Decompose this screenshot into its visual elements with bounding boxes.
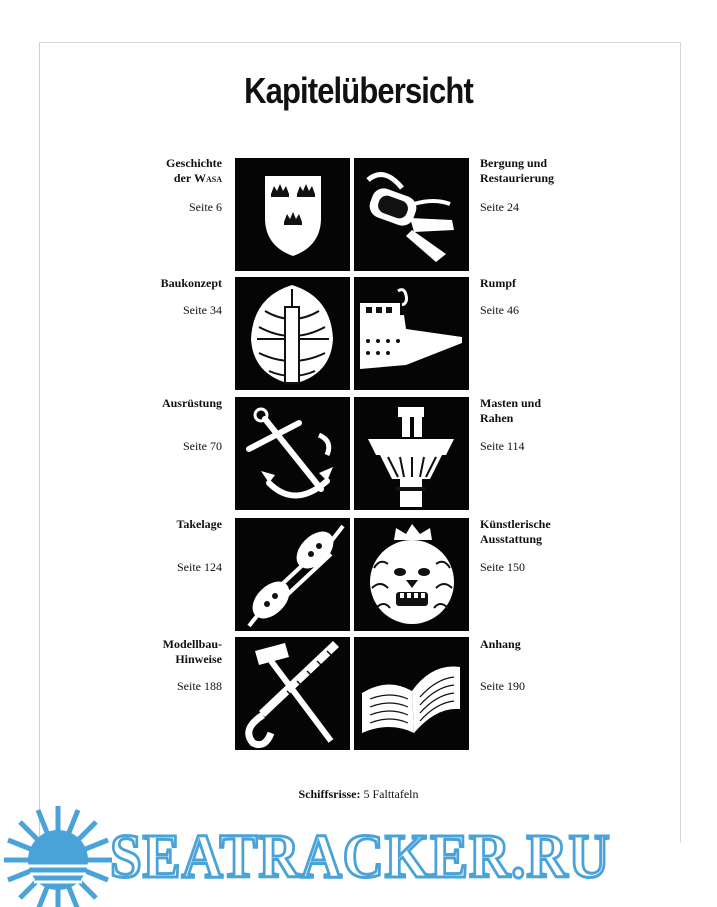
chapter-tile-takelage[interactable]	[235, 518, 350, 631]
chapter-page-ausruestung: Seite 70	[183, 439, 222, 453]
chapter-page-modellbau: Seite 188	[177, 679, 222, 693]
rigging-block-icon	[235, 518, 350, 631]
chapter-page-geschichte: Seite 6	[189, 200, 222, 214]
mast-top-icon	[354, 397, 469, 510]
three-crowns-shield-icon	[235, 158, 350, 271]
chapter-tile-rumpf[interactable]	[354, 277, 469, 390]
chapter-page-rumpf: Seite 46	[480, 303, 519, 317]
chapter-label-geschichte[interactable]: Geschichte der Wasa	[166, 156, 222, 185]
chapter-page-masten: Seite 114	[480, 439, 525, 453]
chapter-page-anhang: Seite 190	[480, 679, 525, 693]
chapter-tile-anhang[interactable]	[354, 637, 469, 750]
diving-mask-fins-icon	[354, 158, 469, 271]
chapter-page-takelage: Seite 124	[177, 560, 222, 574]
chapter-tile-baukonzept[interactable]	[235, 277, 350, 390]
lion-head-icon	[354, 518, 469, 631]
chapter-page-baukonzept: Seite 34	[183, 303, 222, 317]
tools-icon	[235, 637, 350, 750]
hull-frame-icon	[235, 277, 350, 390]
chapter-label-masten[interactable]: Masten und Rahen	[480, 396, 542, 425]
chapter-tile-masten[interactable]	[354, 397, 469, 510]
chapter-tile-bergung[interactable]	[354, 158, 469, 271]
foldout-note: Schiffsrisse: 5 Falttafeln	[298, 787, 419, 801]
chapter-tile-ausruestung[interactable]	[235, 397, 350, 510]
chapter-label-kuenstlerische[interactable]: Künstlerische Ausstattung	[480, 517, 551, 546]
chapter-label-takelage[interactable]: Takelage	[176, 517, 222, 531]
anchor-icon	[235, 397, 350, 510]
chapter-label-baukonzept[interactable]: Baukonzept	[160, 276, 222, 290]
page-title: Kapitelübersicht	[244, 70, 473, 111]
watermark-text: SEATRACKER.RU	[110, 823, 611, 891]
chapter-label-rumpf[interactable]: Rumpf	[480, 276, 517, 290]
chapter-label-ausruestung[interactable]: Ausrüstung	[161, 396, 222, 410]
ship-hull-icon	[354, 277, 469, 390]
chapter-page-kuenstlerische: Seite 150	[480, 560, 525, 574]
chapter-label-anhang[interactable]: Anhang	[480, 637, 521, 651]
chapter-page-bergung: Seite 24	[480, 200, 519, 214]
chapter-tile-geschichte[interactable]	[235, 158, 350, 271]
open-book-icon	[354, 637, 469, 750]
chapter-tile-kuenstlerische[interactable]	[354, 518, 469, 631]
chapter-tile-modellbau[interactable]	[235, 637, 350, 750]
chapter-label-modellbau[interactable]: Modellbau- Hinweise	[162, 637, 222, 666]
chapter-label-bergung[interactable]: Bergung und Restaurierung	[480, 156, 554, 185]
